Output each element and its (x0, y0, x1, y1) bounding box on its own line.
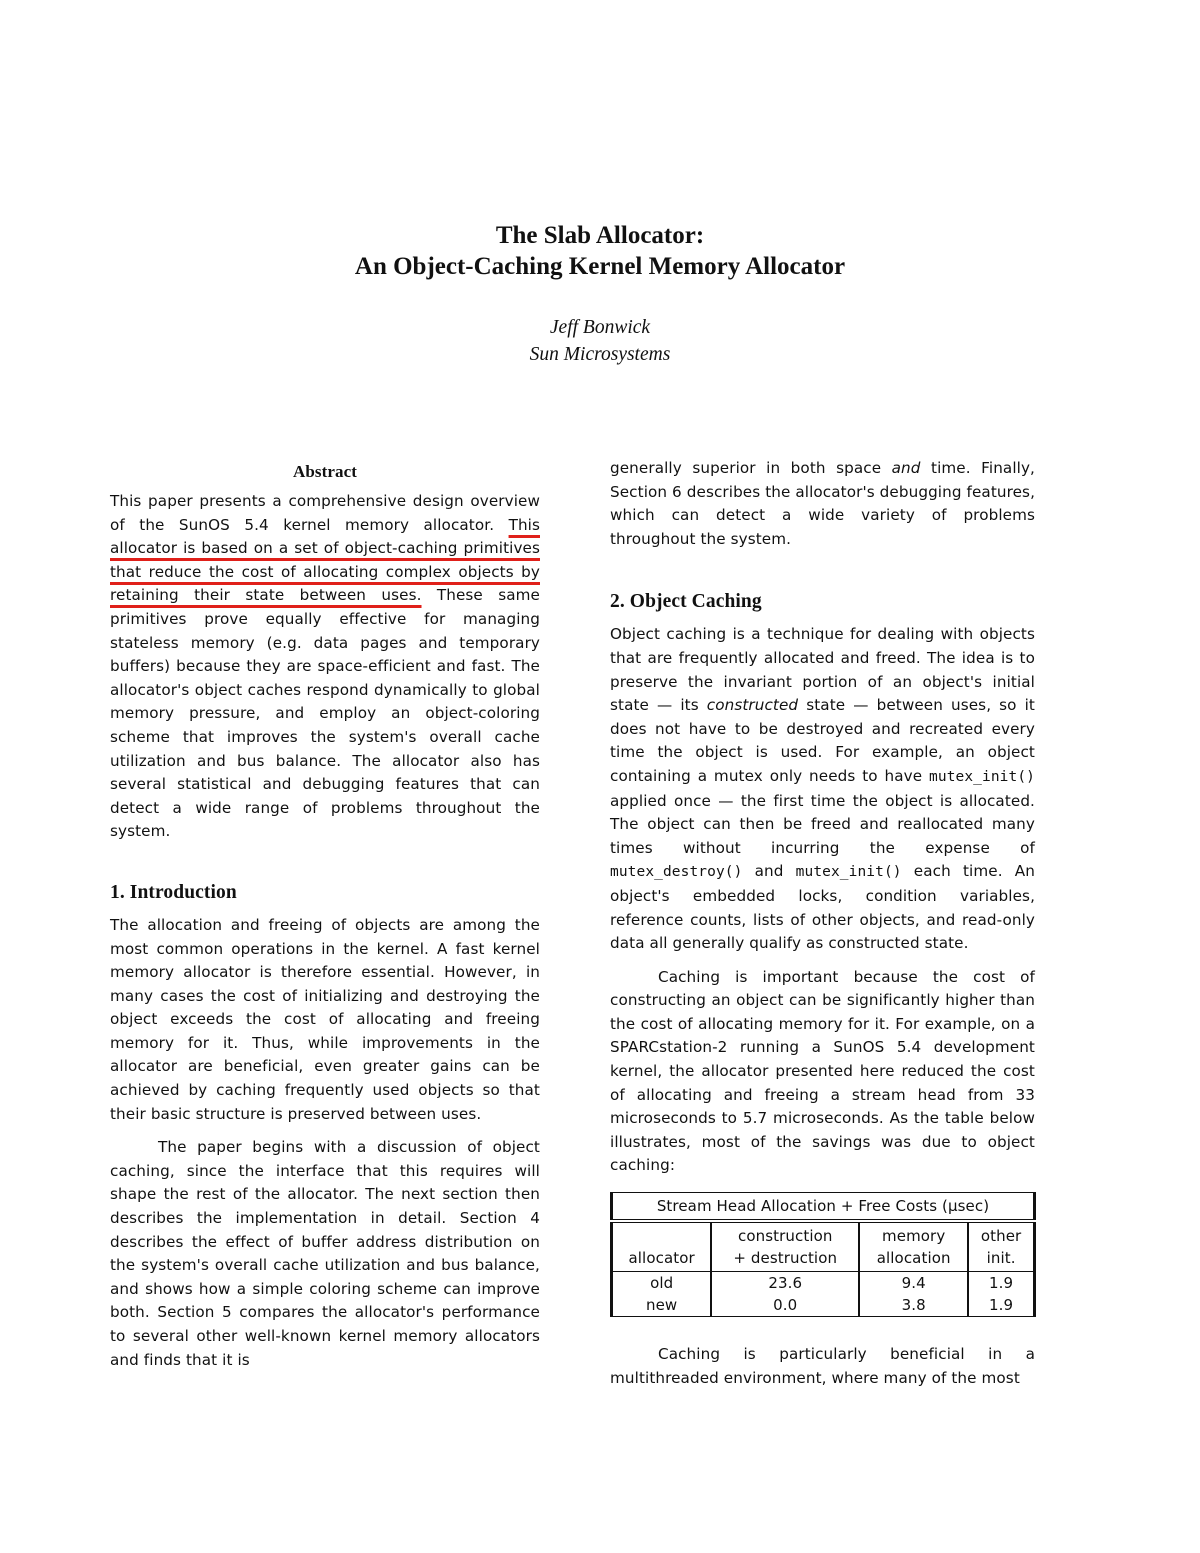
emphasis-constructed: constructed (706, 696, 799, 715)
section-heading-introduction: 1. Introduction (110, 881, 237, 903)
intro-paragraph-2: The paper begins with a discussion of object caching, since the interface that this requires will shape the rest of the allocator. The next section then describes the implementation in detail. Section 4 describes the effect of buffer address distribution on the system's overall cache utilization and bus balance, and shows how a simple coloring scheme can improve both. Section 5 compares the allocator's performance to several other well-known kernel memory allocators and finds that it is (110, 1138, 540, 1369)
header-line: allocator (628, 1249, 695, 1268)
text-run: and (742, 862, 796, 881)
table-cell: new (612, 1294, 712, 1317)
abstract-heading: Abstract (292, 462, 358, 481)
title-line-1: The Slab Allocator: (495, 222, 705, 249)
table-cell: 1.9 (968, 1294, 1034, 1317)
right-column (610, 457, 1035, 1390)
emphasis-and: and (891, 459, 921, 477)
code-mutex-init: mutex_init() (929, 768, 1035, 785)
table-cell: 0.0 (711, 1294, 859, 1317)
table-cell: 9.4 (859, 1272, 968, 1295)
table-header-cell (859, 1221, 968, 1272)
table-caption-row (612, 1193, 1035, 1222)
table-cell: 3.8 (859, 1294, 968, 1317)
caching-paragraph-1 (610, 623, 1035, 955)
table-header-cell (711, 1221, 859, 1272)
table-header-cell (612, 1221, 712, 1272)
table-cell: old (650, 1274, 674, 1293)
table-header-cell (968, 1221, 1034, 1272)
author-name: Jeff Bonwick (549, 317, 651, 338)
author-affiliation: Sun Microsystems (529, 344, 671, 365)
author-block (0, 314, 1200, 368)
abstract-paragraph (110, 490, 540, 844)
code-mutex-init: mutex_init() (795, 864, 902, 881)
header-line: construction (737, 1227, 833, 1246)
section-heading-object-caching: 2. Object Caching (610, 591, 762, 613)
table-header-row (612, 1221, 1035, 1272)
abstract-highlighted-sentence: This allocator is based on a set of object-caching primitives that reduce the cost of allocating complex objects by retaining their state between uses. (110, 515, 540, 605)
text-run: each time. An object's embedded locks, condition variables, reference counts, lists of other objects, and read-only data all generally qualify as constructed state. (610, 862, 1035, 953)
header-line: memory (882, 1227, 946, 1246)
text-run: generally superior in both space (610, 459, 892, 477)
caching-paragraph-2: Caching is important because the cost of constructing an object can be significantly higher than the cost of allocating memory for it. For example, on a SPARCstation-2 running a SunOS 5.4 development kernel, the allocator presented here reduced the cost of allocating and freeing a stream head from 33 microseconds to 5.7 microseconds. As the table below illustrates, most of the savings was due to object caching: (610, 967, 1035, 1175)
title-line-2: An Object-Caching Kernel Memory Allocator (354, 253, 846, 280)
abstract-text-after: These same primitives prove equally effective for managing stateless memory (e.g. data pages and temporary buffers) because they are space-efficient and fast. The allocator's object caches respond dynamically to global memory pressure, and employ an object-coloring scheme that improves the system's overall cache utilization and bus balance. The allocator also has several statistical and debugging features that can detect a wide range of problems throughout the system. (110, 586, 540, 841)
header-line: init. (986, 1249, 1016, 1268)
header-line: other (980, 1227, 1022, 1246)
paper-title (0, 220, 1200, 282)
table-caption: Stream Head Allocation + Free Costs (µsec) (612, 1193, 1035, 1222)
cost-table (610, 1192, 1036, 1317)
code-mutex-destroy: mutex_destroy() (610, 864, 743, 881)
header-line: allocation (876, 1249, 951, 1268)
intro-paragraph-1: The allocation and freeing of objects are among the most common operations in the kernel. A fast kernel memory allocator is therefore essential. However, in many cases the cost of initializing and destroying the object exceeds the cost of allocating and freeing memory for it. Thus, while improvements in the allocator are beneficial, even greater gains can be achieved by caching frequently used objects so that their basic structure is preserved between uses. (110, 915, 540, 1123)
intro-paragraph-2-continued (610, 457, 1035, 551)
caching-paragraph-3: Caching is particularly beneficial in a multithreaded environment, where many of the most (610, 1345, 1035, 1387)
header-line: + destruction (733, 1249, 838, 1268)
text-run: state — between uses, so it does not have to be destroyed and recreated every time the object is used. For example, an object containing a mutex only needs to have (610, 696, 1035, 785)
abstract-text-before: This paper presents a comprehensive design overview of the SunOS 5.4 kernel memory allocator. (110, 492, 540, 534)
text-run: applied once — the first time the object is allocated. The object can then be freed and reallocated many times without incurring the expense of (610, 791, 1035, 857)
table-row (612, 1294, 1035, 1317)
text-run: time. Finally, Section 6 describes the allocator's debugging features, which can detect a wide variety of problems throughout the system. (610, 459, 1035, 548)
table-row (612, 1272, 1035, 1295)
left-column (110, 460, 540, 1372)
text-run: Object caching is a technique for dealing with objects that are frequently allocated and freed. The idea is to preserve the invariant portion of an object's initial state — its (610, 625, 1035, 715)
table-cell: 23.6 (711, 1272, 859, 1295)
table-cell: 1.9 (968, 1272, 1034, 1295)
cost-table-wrapper (610, 1192, 1035, 1317)
